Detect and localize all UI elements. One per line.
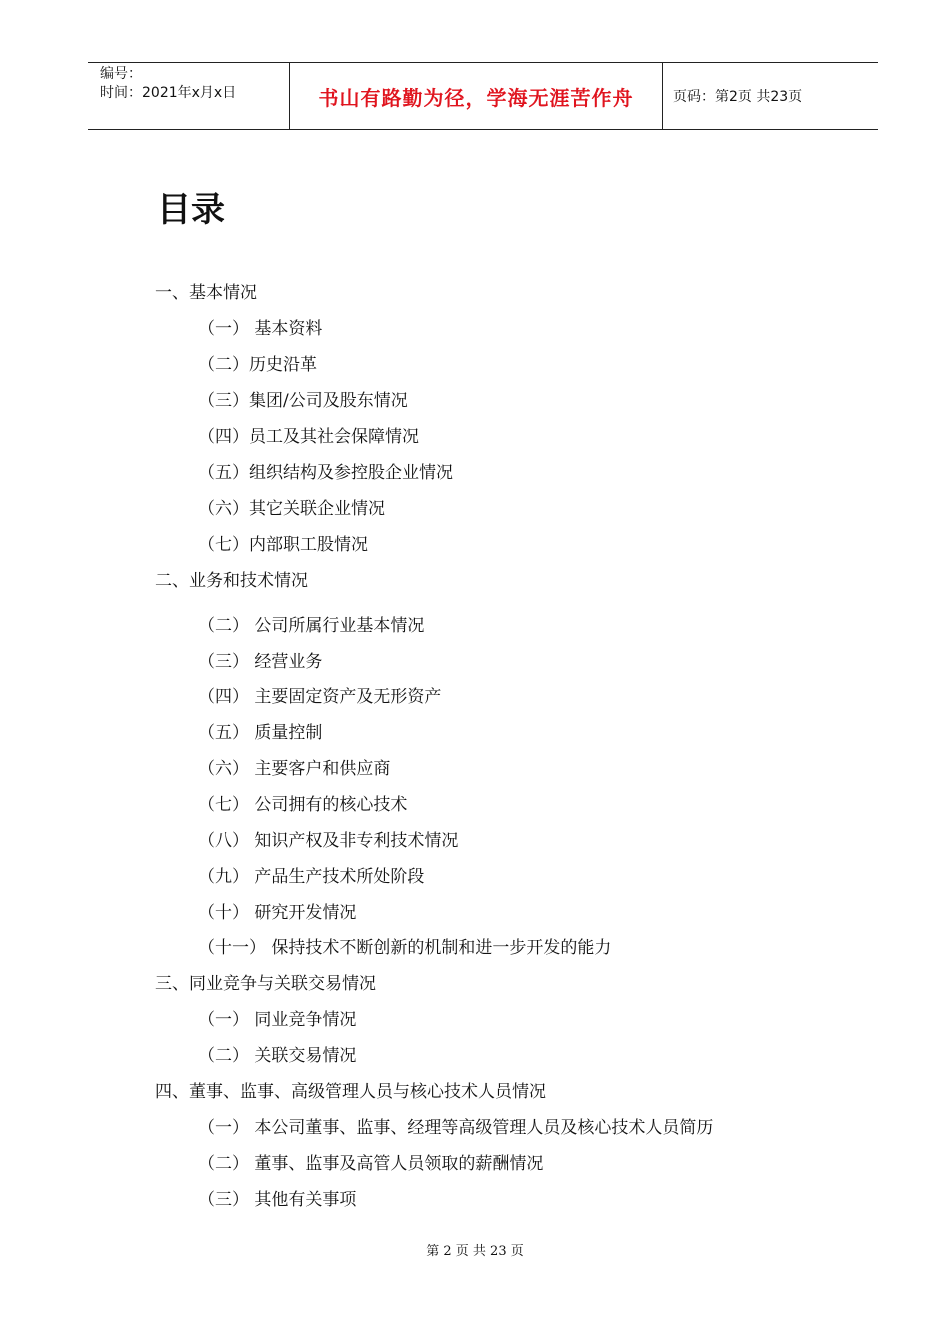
code-label: 编号：	[100, 66, 142, 82]
toc-item: （八） 知识产权及非专利技术情况	[198, 831, 459, 851]
toc-item: （三） 其他有关事项	[198, 1190, 357, 1210]
header-page-number: 页码：第2页 共23页	[673, 89, 803, 105]
toc-item: （七） 公司拥有的核心技术	[198, 795, 408, 815]
toc-item: （二） 董事、监事及高管人员领取的薪酬情况	[198, 1154, 544, 1174]
toc-item: （三） 经营业务	[198, 652, 323, 672]
toc-item: （二）历史沿革	[198, 355, 317, 375]
toc-item: （一） 同业竞争情况	[198, 1010, 357, 1030]
toc-item: （十） 研究开发情况	[198, 903, 357, 923]
toc-item: （二） 关联交易情况	[198, 1046, 357, 1066]
toc-item: （四） 主要固定资产及无形资产	[198, 687, 442, 707]
toc-item: （四）员工及其社会保障情况	[198, 427, 419, 447]
toc-item: （六）其它关联企业情况	[198, 499, 385, 519]
toc-section-3: 三、同业竞争与关联交易情况	[155, 974, 376, 994]
toc-item: （三）集团/公司及股东情况	[198, 391, 408, 411]
time-label: 时间：2021年x月x日	[100, 85, 237, 101]
toc-item: （一） 基本资料	[198, 319, 323, 339]
toc-section-2: 二、业务和技术情况	[155, 571, 308, 591]
header-motto: 书山有路勤为径，学海无涯苦作舟	[290, 63, 663, 129]
toc-section-4: 四、董事、监事、高级管理人员与核心技术人员情况	[155, 1082, 546, 1102]
toc-item: （一） 本公司董事、监事、经理等高级管理人员及核心技术人员简历	[198, 1118, 714, 1138]
page-title: 目录	[157, 190, 225, 230]
toc-item: （六） 主要客户和供应商	[198, 759, 391, 779]
toc-item: （五）组织结构及参控股企业情况	[198, 463, 453, 483]
page-footer: 第 2 页 共 23 页	[426, 1244, 524, 1259]
toc-section-1: 一、基本情况	[155, 283, 257, 303]
toc-item: （七）内部职工股情况	[198, 535, 368, 555]
toc-item: （十一） 保持技术不断创新的机制和进一步开发的能力	[198, 938, 612, 958]
toc-item: （二） 公司所属行业基本情况	[198, 616, 425, 636]
toc-item: （五） 质量控制	[198, 723, 323, 743]
toc-item: （九） 产品生产技术所处阶段	[198, 867, 425, 887]
